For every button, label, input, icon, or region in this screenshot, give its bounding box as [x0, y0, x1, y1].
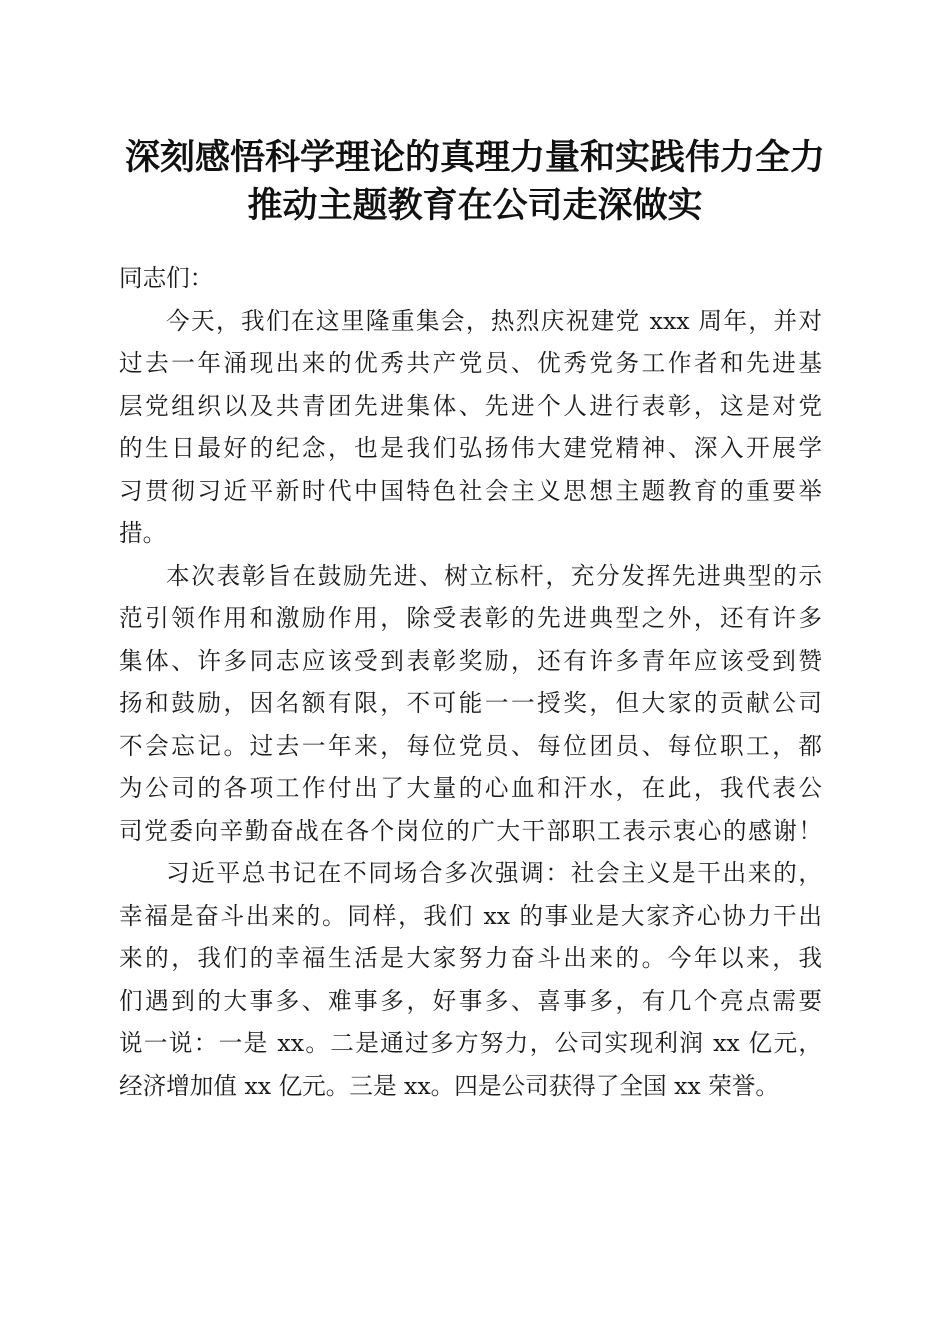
text-line: 范引领作用和激励作用，除受表彰的先进典型之外，还有许多 [119, 604, 822, 632]
text-line: 们遇到的大事多、难事多，好事多、喜事多，有几个亮点需要 [119, 986, 822, 1015]
text-line: 说一说：一是 xx。二是通过多方努力，公司实现利润 xx 亿元， [119, 1029, 822, 1057]
text-line: 习近平总书记在不同场合多次强调：社会主义是干出来的， [166, 859, 822, 887]
text-line: 集体、许多同志应该受到表彰奖励，还有许多青年应该受到赞 [119, 646, 822, 675]
text-line: 幸福是奋斗出来的。同样，我们 xx 的事业是大家齐心协力干出 [119, 901, 822, 930]
text-line: 经济增加值 xx 亿元。三是 xx。四是公司获得了全国 xx 荣誉。 [119, 1071, 779, 1100]
salutation: 同志们： [119, 264, 214, 292]
title-line-1: 深刻感悟科学理论的真理力量和实践伟力全力 [124, 137, 825, 178]
document-body [119, 257, 822, 1107]
text-line: 为公司的各项工作付出了大量的心血和汗水，在此，我代表公 [119, 774, 822, 802]
text-line: 不会忘记。过去一年来，每位党员、每位团员、每位职工，都 [119, 731, 822, 760]
text-line: 过去一年涌现出来的优秀共产党员、优秀党务工作者和先进基 [119, 349, 822, 377]
text-line: 层党组织以及共青团先进集体、先进个人进行表彰，这是对党 [119, 391, 822, 420]
text-line: 扬和鼓励，因名额有限，不可能一一授奖，但大家的贡献公司 [119, 689, 822, 717]
text-line: 的生日最好的纪念，也是我们弘扬伟大建党精神、深入开展学 [119, 434, 822, 462]
text-line: 措。 [119, 519, 167, 547]
document-title [110, 134, 840, 230]
text-line: 来的，我们的幸福生活是大家努力奋斗出来的。今年以来，我 [119, 944, 822, 972]
text-line: 本次表彰旨在鼓励先进、树立标杆，充分发挥先进典型的示 [166, 561, 822, 590]
text-line: 习贯彻习近平新时代中国特色社会主义思想主题教育的重要举 [119, 476, 822, 505]
paragraph-2 [119, 555, 822, 853]
title-line-2: 推动主题教育在公司走深做实 [247, 185, 703, 226]
paragraph-3 [119, 852, 822, 1107]
text-line: 今天，我们在这里隆重集会，热烈庆祝建党 xxx 周年，并对 [166, 306, 822, 335]
text-line: 司党委向辛勤奋战在各个岗位的广大干部职工表示衷心的感谢！ [119, 816, 822, 845]
paragraph-1 [119, 300, 822, 555]
